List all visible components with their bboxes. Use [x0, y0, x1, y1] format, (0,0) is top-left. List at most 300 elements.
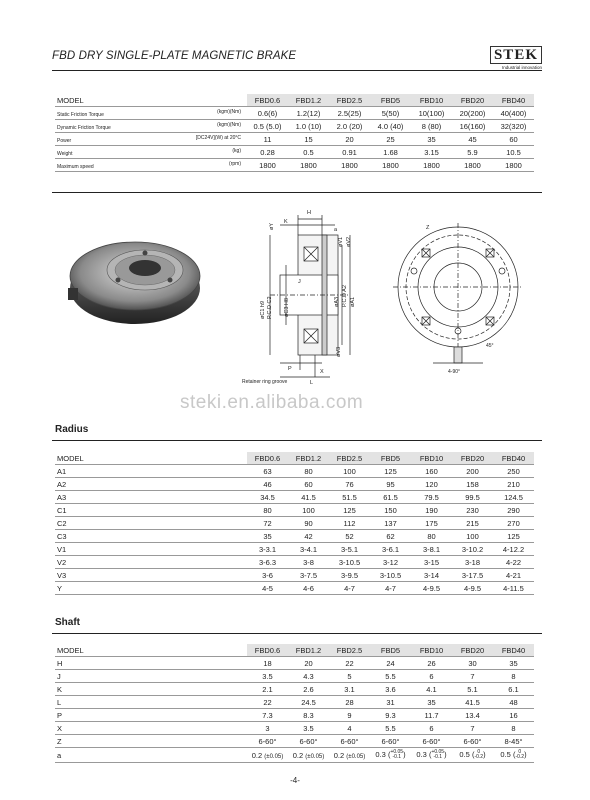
table-cell: 11: [247, 133, 288, 146]
table-cell: 6-60°: [247, 735, 288, 748]
retainer-label: Retainer ring groove: [242, 379, 288, 385]
model-column-header: FBD20: [452, 452, 493, 465]
table-cell: 3.6: [370, 683, 411, 696]
row-unit: (kg): [232, 147, 241, 154]
table-cell: 41.5: [452, 696, 493, 709]
table-cell: 40(400): [493, 107, 534, 120]
tolerance-cell: [247, 748, 288, 763]
svg-text:øC1 h9: øC1 h9: [260, 300, 266, 319]
model-column-header: FBD0.6: [247, 452, 288, 465]
table-row: [55, 465, 534, 478]
table-cell: 22: [329, 657, 370, 670]
tolerance-upper: 0: [477, 749, 481, 755]
table-cell: 125: [493, 530, 534, 543]
table-cell: 8: [493, 722, 534, 735]
table-cell: 4: [329, 722, 370, 735]
model-column-header: FBD5: [370, 452, 411, 465]
tolerance-upper: 0: [518, 749, 522, 755]
table-cell: 42: [288, 530, 329, 543]
table-cell: 45: [452, 133, 493, 146]
table-cell: 4-21: [493, 569, 534, 582]
radius-title: Radius: [55, 424, 89, 435]
table-cell: 0.5: [288, 146, 329, 159]
shaft-rule: [52, 633, 542, 634]
model-column-header: FBD5: [370, 644, 411, 657]
table-row: [55, 735, 534, 748]
tolerance-cell: [288, 748, 329, 763]
tolerance-base: 0.5: [459, 749, 470, 759]
row-label-text: Z: [57, 736, 62, 746]
table-cell: 6-60°: [288, 735, 329, 748]
tolerance-base: 0.2: [292, 750, 304, 760]
radius-rule: [52, 440, 542, 441]
table-header-row: [55, 452, 534, 465]
row-label: [55, 530, 247, 543]
brand-logo: [490, 46, 542, 70]
table-cell: 5.5: [370, 670, 411, 683]
svg-text:Z: Z: [426, 225, 430, 231]
table-cell: 3-8: [288, 556, 329, 569]
table-cell: 4-22: [493, 556, 534, 569]
side-section-drawing: [240, 205, 365, 385]
svg-text:J: J: [298, 279, 301, 285]
table-header-row: [55, 94, 534, 107]
model-column-header: FBD10: [411, 94, 452, 107]
svg-text:øV1: øV1: [338, 236, 344, 247]
table-cell: 6-60°: [370, 735, 411, 748]
row-label-text: C2: [57, 518, 67, 528]
row-label: [55, 582, 247, 595]
row-label-text: K: [57, 684, 63, 694]
table-cell: 3-14: [411, 569, 452, 582]
table-cell: 8: [493, 670, 534, 683]
row-label-text: V3: [57, 570, 67, 580]
table-cell: 76: [329, 478, 370, 491]
row-label-text: Y: [57, 583, 63, 593]
table-row: [55, 543, 534, 556]
table-cell: 28: [329, 696, 370, 709]
table-cell: 20: [329, 133, 370, 146]
tolerance-cell: [329, 748, 370, 763]
row-label-text: Power: [57, 137, 72, 144]
table-cell: 35: [493, 657, 534, 670]
tolerance-cell: 0.5 ( 0 -0.2 ): [452, 748, 493, 763]
table-cell: 2.0 (20): [329, 120, 370, 133]
table-cell: 200: [452, 465, 493, 478]
brake-photo: [50, 218, 210, 338]
watermark: steki.en.alibaba.com: [180, 392, 364, 413]
table-cell: 4-7: [329, 582, 370, 595]
table-cell: 25: [370, 133, 411, 146]
brand-tagline: Industrial innovation: [501, 65, 542, 70]
table-cell: 3-6.3: [247, 556, 288, 569]
table-cell: 3-6: [247, 569, 288, 582]
svg-text:øA3: øA3: [334, 296, 340, 307]
table-cell: 137: [370, 517, 411, 530]
table-cell: 3-10.5: [329, 556, 370, 569]
table-cell: 4-7: [370, 582, 411, 595]
table-cell: 100: [288, 504, 329, 517]
table-row: [55, 670, 534, 683]
table-cell: 210: [493, 478, 534, 491]
table-cell: 72: [247, 517, 288, 530]
model-header: MODEL: [55, 94, 247, 107]
table-cell: 0.91: [329, 146, 370, 159]
row-label: [55, 146, 247, 159]
svg-text:øV2: øV2: [346, 236, 352, 247]
table-cell: 160: [411, 465, 452, 478]
table-cell: 190: [411, 504, 452, 517]
table-cell: 3-7.5: [288, 569, 329, 582]
table-row: [55, 683, 534, 696]
tolerance-upper: +0.05: [390, 749, 404, 755]
row-unit: (kgm)(Nm): [217, 121, 241, 128]
table-cell: 31: [370, 696, 411, 709]
model-column-header: FBD2.5: [329, 452, 370, 465]
table-cell: 290: [493, 504, 534, 517]
table-cell: 0.5 (5.0): [247, 120, 288, 133]
row-label: [55, 670, 247, 683]
svg-text:a: a: [334, 227, 338, 233]
svg-text:øA1: øA1: [350, 296, 356, 307]
table-cell: 112: [329, 517, 370, 530]
table-cell: 175: [411, 517, 452, 530]
row-label-text: V1: [57, 544, 67, 554]
table-row: [55, 657, 534, 670]
tolerance-text: (±0.05): [305, 753, 325, 760]
table-cell: 2.1: [247, 683, 288, 696]
table-cell: 5.1: [452, 683, 493, 696]
table-cell: 4-12.2: [493, 543, 534, 556]
table-cell: 3.5: [288, 722, 329, 735]
tolerance-fraction: [431, 750, 444, 760]
tolerance-base: 0.3: [416, 749, 427, 759]
table-cell: 158: [452, 478, 493, 491]
table-row: [55, 517, 534, 530]
table-cell: 95: [370, 478, 411, 491]
table-cell: 90: [288, 517, 329, 530]
tolerance-cell: 0.3 ( +0.05 -0.1 ): [411, 748, 452, 763]
table-cell: 7: [452, 722, 493, 735]
table-cell: 0.28: [247, 146, 288, 159]
table-cell: 3-10.5: [370, 569, 411, 582]
model-header: MODEL: [55, 644, 247, 657]
model-column-header: FBD10: [411, 644, 452, 657]
row-label-text: Dynamic Friction Torque: [57, 124, 111, 131]
table-row: [55, 569, 534, 582]
table-header-row: [55, 644, 534, 657]
table-cell: 9: [329, 709, 370, 722]
tolerance-fraction: [515, 750, 524, 760]
row-label-text: J: [57, 671, 61, 681]
table-cell: 3-3.1: [247, 543, 288, 556]
table-cell: 230: [452, 504, 493, 517]
table-cell: 20(200): [452, 107, 493, 120]
row-label: [55, 696, 247, 709]
table-cell: 4-9.5: [411, 582, 452, 595]
table-cell: 215: [452, 517, 493, 530]
model-column-header: FBD1.2: [288, 94, 329, 107]
svg-text:K: K: [284, 219, 288, 225]
table-cell: 3.5: [247, 670, 288, 683]
svg-text:L: L: [310, 380, 314, 385]
table-cell: 4.3: [288, 670, 329, 683]
table-cell: 13.4: [452, 709, 493, 722]
table-cell: 3-4.1: [288, 543, 329, 556]
table-cell: 18: [247, 657, 288, 670]
row-label: [55, 556, 247, 569]
row-label: [55, 159, 247, 172]
svg-text:øC3 H8: øC3 H8: [284, 298, 290, 317]
table-cell: 270: [493, 517, 534, 530]
table-cell: 250: [493, 465, 534, 478]
table-cell: 46: [247, 478, 288, 491]
table-cell: 79.5: [411, 491, 452, 504]
shaft-title: Shaft: [55, 617, 80, 628]
model-column-header: FBD1.2: [288, 644, 329, 657]
row-unit: (rpm): [229, 160, 241, 167]
tolerance-cell: 0.3 ( +0.05 -0.1 ): [370, 748, 411, 763]
table-cell: 3-17.5: [452, 569, 493, 582]
row-label-text: Static Friction Torque: [57, 111, 104, 118]
table-cell: 51.5: [329, 491, 370, 504]
model-column-header: FBD1.2: [288, 452, 329, 465]
page-title: FBD DRY SINGLE-PLATE MAGNETIC BRAKE: [52, 50, 297, 62]
tolerance-base: 0.5: [500, 749, 511, 759]
table-cell: 16(160): [452, 120, 493, 133]
table-row: [55, 491, 534, 504]
table-cell: 4.1: [411, 683, 452, 696]
table-cell: 10.5: [493, 146, 534, 159]
page-number: -4-: [290, 776, 300, 785]
tolerance-base: 0.3: [375, 749, 386, 759]
table-cell: 150: [370, 504, 411, 517]
table-cell: 5.5: [370, 722, 411, 735]
row-label-text: V2: [57, 557, 67, 567]
row-label-text: C1: [57, 505, 67, 515]
table-cell: 60: [493, 133, 534, 146]
row-label: [55, 735, 247, 748]
table-cell: 1.68: [370, 146, 411, 159]
table-cell: 35: [411, 133, 452, 146]
table-row: [55, 696, 534, 709]
table-cell: 3-12: [370, 556, 411, 569]
table-cell: 80: [288, 465, 329, 478]
table-cell: 120: [411, 478, 452, 491]
table-cell: 8-45°: [493, 735, 534, 748]
model-column-header: FBD20: [452, 94, 493, 107]
table-cell: 124.5: [493, 491, 534, 504]
table-cell: 10(100): [411, 107, 452, 120]
table-row: [55, 107, 534, 120]
table-cell: 3-9.5: [329, 569, 370, 582]
table-row: [55, 146, 534, 159]
table-cell: 6.1: [493, 683, 534, 696]
row-label: [55, 722, 247, 735]
model-column-header: FBD2.5: [329, 94, 370, 107]
table-cell: 24.5: [288, 696, 329, 709]
model-header: MODEL: [55, 452, 247, 465]
table-cell: 11.7: [411, 709, 452, 722]
table-cell: 125: [370, 465, 411, 478]
table-cell: 2.6: [288, 683, 329, 696]
table-cell: 9.3: [370, 709, 411, 722]
table-cell: 3-8.1: [411, 543, 452, 556]
table-row: [55, 709, 534, 722]
model-column-header: FBD0.6: [247, 644, 288, 657]
table-cell: 5(50): [370, 107, 411, 120]
tolerance-fraction: [390, 750, 403, 760]
table-cell: 6-60°: [452, 735, 493, 748]
angle-label-1: 45°: [486, 343, 494, 349]
table-cell: 7: [452, 670, 493, 683]
table-cell: 62: [370, 530, 411, 543]
row-label-text: X: [57, 723, 63, 733]
table-cell: 3-5.1: [329, 543, 370, 556]
tolerance-upper: +0.05: [431, 749, 445, 755]
table-cell: 22: [247, 696, 288, 709]
row-label: [55, 120, 247, 133]
brand-name: STEK: [490, 46, 542, 64]
row-label-text: C3: [57, 531, 67, 541]
table-cell: 4-11.5: [493, 582, 534, 595]
table-cell: 16: [493, 709, 534, 722]
row-label-text: Maximum speed: [57, 163, 94, 170]
table-row: [55, 582, 534, 595]
table-cell: 3-18: [452, 556, 493, 569]
table-cell: 1800: [329, 159, 370, 172]
table-row: [55, 556, 534, 569]
row-label-text: A2: [57, 479, 67, 489]
table-cell: 6: [411, 670, 452, 683]
model-column-header: FBD10: [411, 452, 452, 465]
table-cell: 1800: [370, 159, 411, 172]
table-cell: 35: [247, 530, 288, 543]
model-column-header: FBD5: [370, 94, 411, 107]
row-label-text: P: [57, 710, 63, 720]
table-cell: 1800: [493, 159, 534, 172]
row-label-text: L: [57, 697, 62, 707]
table-cell: 1.2(12): [288, 107, 329, 120]
row-label-text: A3: [57, 492, 67, 502]
table-cell: 35: [411, 696, 452, 709]
table-cell: 80: [247, 504, 288, 517]
page-header: [52, 46, 542, 70]
svg-text:P: P: [288, 366, 292, 372]
table-cell: 5.9: [452, 146, 493, 159]
table-cell: 5: [329, 670, 370, 683]
row-label: [55, 543, 247, 556]
shaft-table: [55, 644, 534, 763]
table-cell: 1800: [452, 159, 493, 172]
table-cell: 3.15: [411, 146, 452, 159]
spec-table: [55, 94, 534, 172]
table-cell: 34.5: [247, 491, 288, 504]
table-cell: 30: [452, 657, 493, 670]
table-cell: 3-6.1: [370, 543, 411, 556]
table-cell: 1800: [411, 159, 452, 172]
table-cell: 3-15: [411, 556, 452, 569]
table-cell: 48: [493, 696, 534, 709]
svg-text:P.C.D C2: P.C.D C2: [267, 296, 273, 319]
row-label: a: [55, 748, 247, 763]
table-cell: 80: [411, 530, 452, 543]
table-cell: 3: [247, 722, 288, 735]
table-row: [55, 504, 534, 517]
table-cell: 26: [411, 657, 452, 670]
tolerance-lower: -0.1: [433, 754, 443, 760]
row-label: [55, 465, 247, 478]
model-column-header: FBD2.5: [329, 644, 370, 657]
table-cell: 4-5: [247, 582, 288, 595]
angle-label-2: 4-90°: [448, 369, 461, 375]
table-cell: 3.1: [329, 683, 370, 696]
row-label: [55, 709, 247, 722]
tolerance-base: 0.2: [333, 750, 345, 760]
tolerance-text: (±0.05): [264, 753, 284, 760]
table-cell: 1800: [288, 159, 329, 172]
table-cell: 20: [288, 657, 329, 670]
table-cell: 60: [288, 478, 329, 491]
table-row: [55, 159, 534, 172]
table-cell: 8.3: [288, 709, 329, 722]
tolerance-lower: -0.2: [515, 754, 525, 760]
row-label: [55, 517, 247, 530]
front-view-drawing: [388, 215, 528, 380]
row-label: [55, 133, 247, 146]
table-cell: 2.5(25): [329, 107, 370, 120]
table-row: [55, 133, 534, 146]
table-cell: 15: [288, 133, 329, 146]
row-label-text: Weight: [57, 150, 73, 157]
table-cell: 63: [247, 465, 288, 478]
table-cell: 4-6: [288, 582, 329, 595]
row-unit: [DC24V](W) at 20°C: [195, 134, 241, 141]
tolerance-lower: -0.2: [474, 754, 484, 760]
table-cell: 52: [329, 530, 370, 543]
table-row-a: [55, 748, 534, 763]
tolerance-lower: -0.1: [392, 754, 402, 760]
svg-text:P.C.D A2: P.C.D A2: [342, 285, 348, 307]
table-cell: 1800: [247, 159, 288, 172]
model-column-header: FBD40: [493, 94, 534, 107]
tolerance-text: (±0.05): [346, 753, 366, 760]
svg-text:øV3: øV3: [336, 346, 342, 357]
table-cell: 6-60°: [411, 735, 452, 748]
tolerance-base: 0.2: [251, 750, 263, 760]
radius-table: [55, 452, 534, 595]
table-cell: 24: [370, 657, 411, 670]
table-row: [55, 722, 534, 735]
tolerance-cell: 0.5 ( 0 -0.2 ): [493, 748, 534, 763]
table-cell: 100: [452, 530, 493, 543]
model-column-header: FBD20: [452, 644, 493, 657]
table-cell: 1.0 (10): [288, 120, 329, 133]
row-label: [55, 657, 247, 670]
table-cell: 41.5: [288, 491, 329, 504]
row-label: [55, 569, 247, 582]
model-column-header: FBD40: [493, 452, 534, 465]
table-cell: 32(320): [493, 120, 534, 133]
row-label: [55, 504, 247, 517]
table-cell: 99.5: [452, 491, 493, 504]
svg-text:H: H: [307, 210, 311, 216]
row-label-text: H: [57, 658, 63, 668]
table-cell: 6-60°: [329, 735, 370, 748]
table-cell: 6: [411, 722, 452, 735]
table-cell: 4.0 (40): [370, 120, 411, 133]
row-label: [55, 107, 247, 120]
